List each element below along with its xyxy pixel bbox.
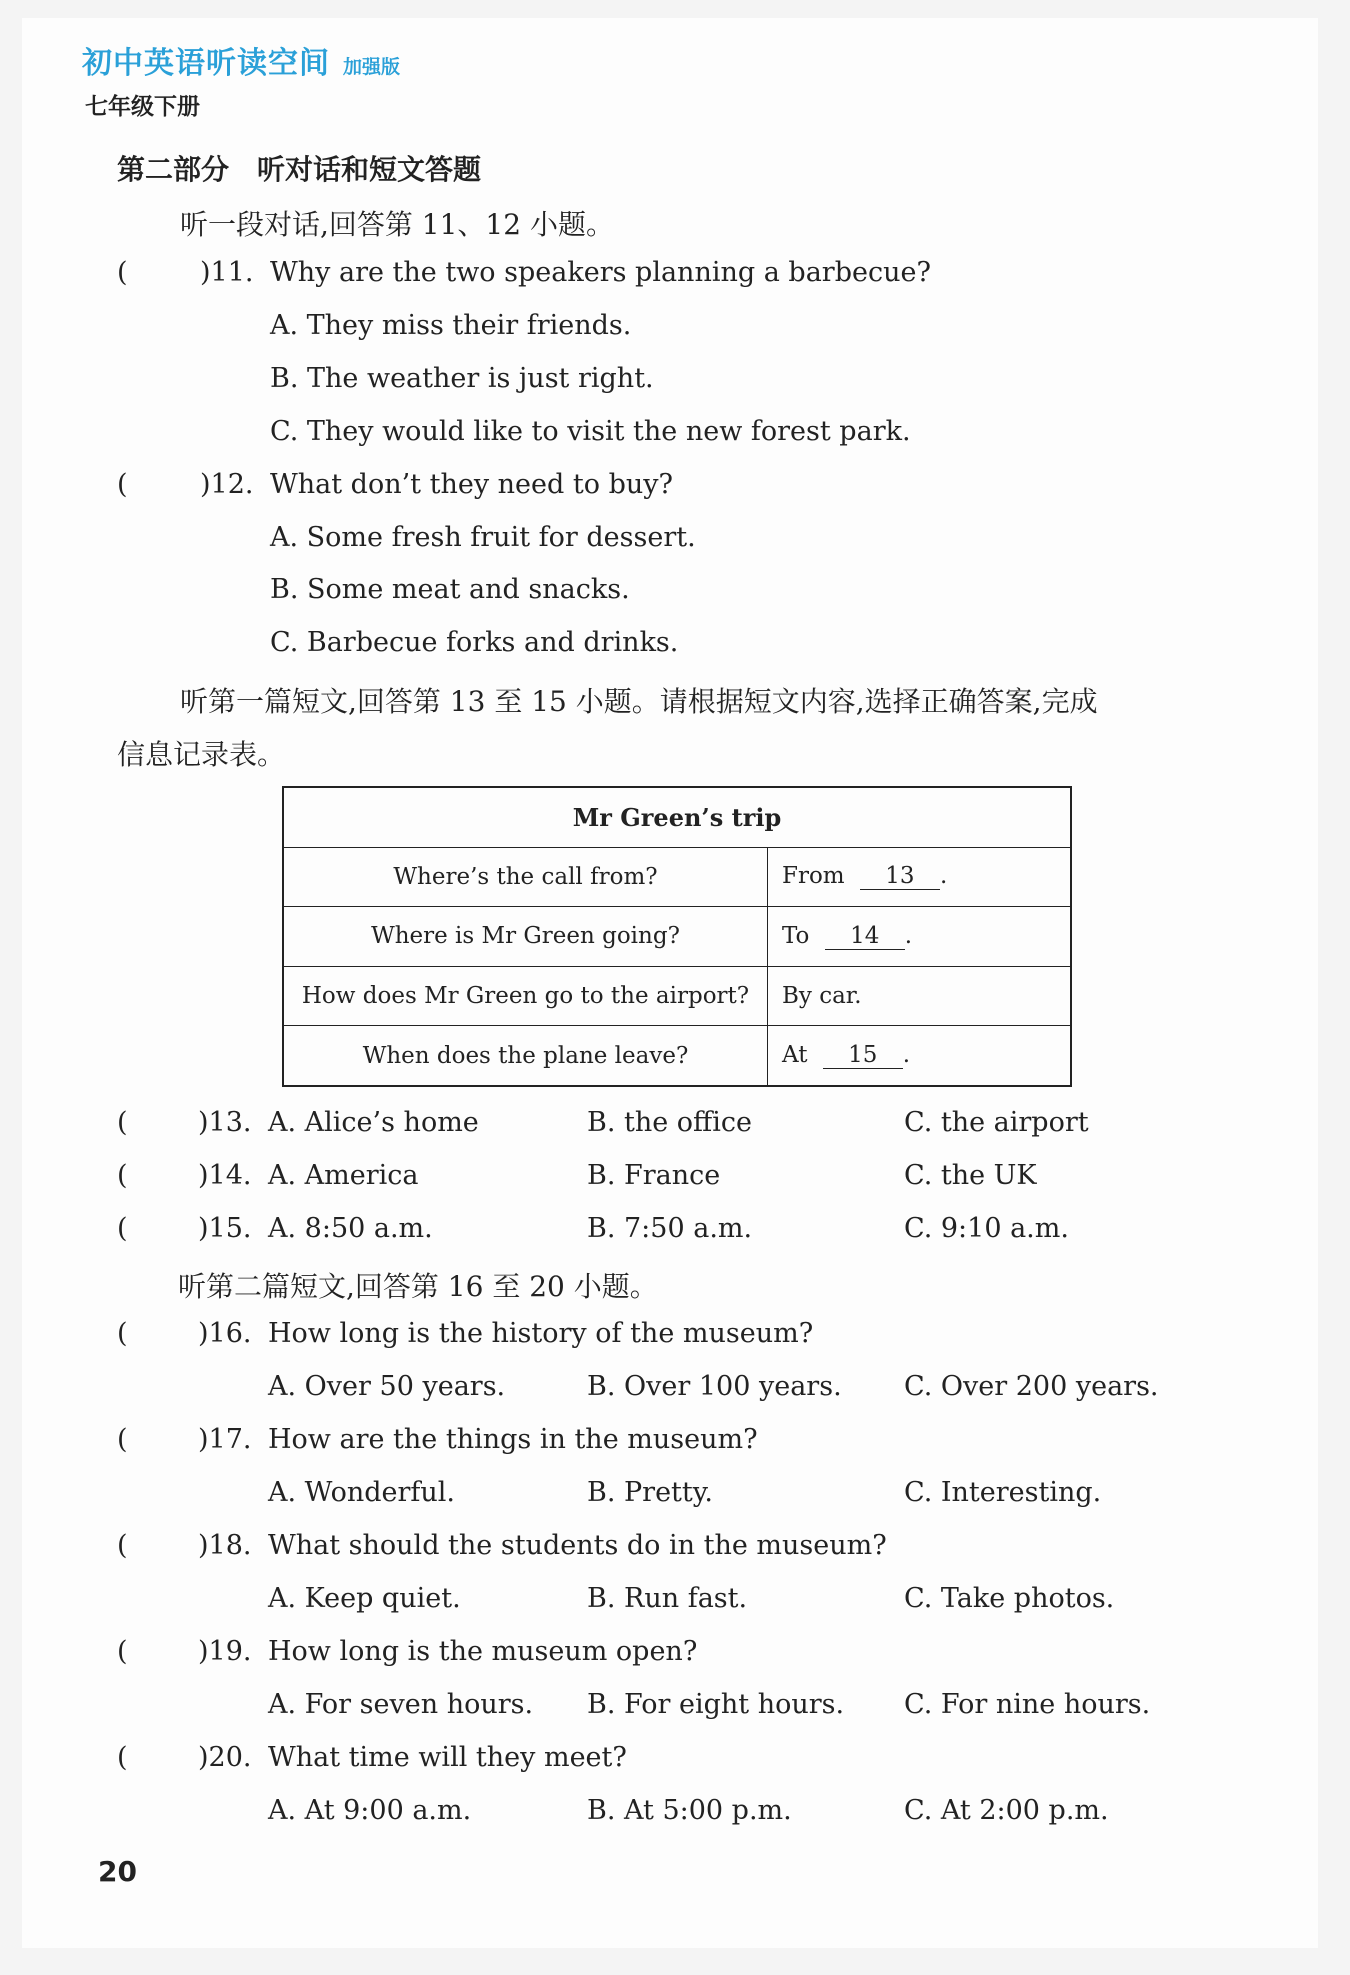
question-text: How long is the history of the museum? — [268, 1318, 814, 1349]
option-c: C. the airport — [904, 1107, 1089, 1138]
question-number: )11. — [200, 257, 254, 288]
answer-paren: ( — [117, 1424, 128, 1455]
option-c: C. 9:10 a.m. — [904, 1213, 1069, 1244]
table-title: Mr Green’s trip — [283, 787, 1071, 847]
table-answer: By car. — [768, 966, 1072, 1026]
page-number: 20 — [98, 1855, 137, 1888]
instruction-passage-2: 听第二篇短文,回答第 16 至 20 小题。 — [178, 1270, 658, 1303]
section-title: 第二部分 听对话和短文答题 — [117, 153, 482, 186]
option-a: A. Over 50 years. — [268, 1371, 506, 1402]
option-a: A. For seven hours. — [268, 1689, 534, 1720]
option-c: C. Over 200 years. — [904, 1371, 1159, 1402]
table-answer — [768, 907, 1072, 967]
table-row — [283, 1026, 1071, 1086]
answer-suffix: . — [902, 1042, 911, 1069]
option-b: B. 7:50 a.m. — [587, 1213, 753, 1244]
question-text: What time will they meet? — [268, 1742, 627, 1773]
option-a: A. Keep quiet. — [268, 1583, 461, 1614]
option-a: A. Some fresh fruit for dessert. — [270, 522, 696, 553]
table-row — [283, 966, 1071, 1026]
option-b: B. Over 100 years. — [587, 1371, 842, 1402]
question-number: )14. — [198, 1160, 252, 1191]
info-record-table — [282, 786, 1072, 1087]
option-a: A. They miss their friends. — [270, 310, 632, 341]
question-text: Why are the two speakers planning a barbecue? — [270, 257, 931, 288]
question-text: How long is the museum open? — [268, 1636, 698, 1667]
answer-paren: ( — [117, 1318, 128, 1349]
option-c: C. At 2:00 p.m. — [904, 1795, 1109, 1826]
option-b: B. Run fast. — [587, 1583, 748, 1614]
answer-paren: ( — [117, 257, 128, 288]
question-text: What should the students do in the museum? — [268, 1530, 887, 1561]
option-c: C. They would like to visit the new forest park. — [270, 416, 911, 447]
option-b: B. For eight hours. — [587, 1689, 845, 1720]
answer-blank: 15 — [823, 1042, 903, 1069]
answer-paren: ( — [117, 1636, 128, 1667]
question-number: )13. — [198, 1107, 252, 1138]
option-a: A. 8:50 a.m. — [268, 1213, 433, 1244]
answer-blank: 13 — [860, 863, 940, 890]
question-number: )12. — [200, 469, 254, 500]
grade-label: 七年级下册 — [85, 94, 200, 120]
question-text: How are the things in the museum? — [268, 1424, 758, 1455]
answer-prefix: At — [782, 1042, 808, 1069]
instruction-passage-1: 听第一篇短文,回答第 13 至 15 小题。请根据短文内容,选择正确答案,完成 — [180, 685, 1098, 718]
answer-blank: 14 — [825, 923, 905, 950]
answer-paren: ( — [117, 1530, 128, 1561]
option-c: C. Barbecue forks and drinks. — [270, 627, 679, 658]
table-question: Where is Mr Green going? — [283, 907, 768, 967]
option-b: B. the office — [587, 1107, 752, 1138]
table-answer — [768, 847, 1072, 907]
book-edition-tag: 加强版 — [343, 56, 401, 78]
table-row — [283, 907, 1071, 967]
instruction-passage-1-cont: 信息记录表。 — [117, 738, 286, 771]
option-b: B. Pretty. — [587, 1477, 714, 1508]
option-a: A. America — [268, 1160, 419, 1191]
option-b: B. France — [587, 1160, 721, 1191]
question-number: )17. — [198, 1424, 252, 1455]
question-number: )19. — [198, 1636, 252, 1667]
question-number: )16. — [198, 1318, 252, 1349]
book-brand-title: 初中英语听读空间 — [82, 46, 330, 81]
option-c: C. the UK — [904, 1160, 1037, 1191]
answer-paren: ( — [117, 469, 128, 500]
answer-paren: ( — [117, 1213, 128, 1244]
answer-paren: ( — [117, 1107, 128, 1138]
answer-paren: ( — [117, 1742, 128, 1773]
instruction-dialogue: 听一段对话,回答第 11、12 小题。 — [180, 208, 614, 241]
question-number: )15. — [198, 1213, 252, 1244]
option-a: A. Wonderful. — [268, 1477, 455, 1508]
option-c: C. Interesting. — [904, 1477, 1102, 1508]
option-b: B. At 5:00 p.m. — [587, 1795, 792, 1826]
table-question: Where’s the call from? — [283, 847, 768, 907]
option-c: C. For nine hours. — [904, 1689, 1151, 1720]
answer-paren: ( — [117, 1160, 128, 1191]
question-text: What don’t they need to buy? — [270, 469, 673, 500]
question-number: )18. — [198, 1530, 252, 1561]
option-c: C. Take photos. — [904, 1583, 1115, 1614]
question-number: )20. — [198, 1742, 252, 1773]
table-question: How does Mr Green go to the airport? — [283, 966, 768, 1026]
table-row — [283, 847, 1071, 907]
option-a: A. At 9:00 a.m. — [268, 1795, 472, 1826]
answer-prefix: To — [782, 922, 810, 949]
option-b: B. Some meat and snacks. — [270, 574, 630, 605]
answer-prefix: From — [782, 863, 845, 890]
table-answer — [768, 1026, 1072, 1086]
answer-suffix: . — [939, 863, 948, 890]
answer-suffix: . — [904, 922, 913, 949]
table-question: When does the plane leave? — [283, 1026, 768, 1086]
option-b: B. The weather is just right. — [270, 363, 654, 394]
option-a: A. Alice’s home — [268, 1107, 479, 1138]
